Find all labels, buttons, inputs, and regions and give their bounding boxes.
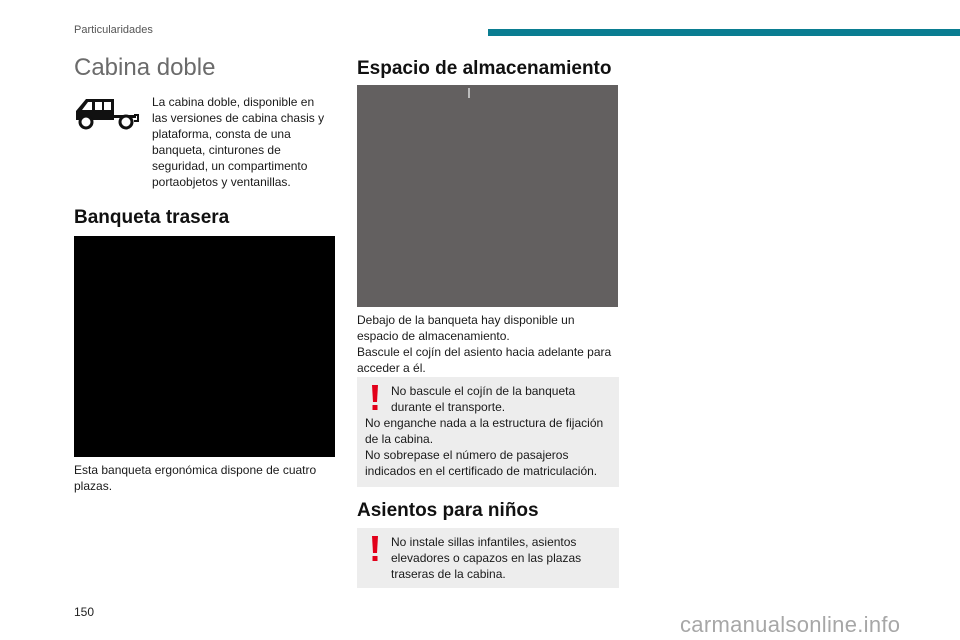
exclamation-icon: [371, 385, 379, 411]
rear-bench-description: Esta banqueta ergonómica dispone de cuatro plazas.: [74, 463, 317, 493]
header-accent-bar: [488, 29, 960, 36]
storage-description: [357, 312, 619, 376]
rear-bench-title: Banqueta trasera: [74, 207, 230, 228]
page-number: 150: [74, 605, 95, 619]
child-seats-title: Asientos para niños: [357, 500, 539, 521]
warning-line: No instale sillas infantiles, asientos elevadores o capazos en las plazas traseras de la cabina.: [365, 534, 611, 582]
cab-title: Cabina doble: [74, 54, 216, 81]
storage-title: Espacio de almacenamiento: [357, 58, 612, 79]
double-cab-truck-icon: [74, 96, 140, 130]
storage-image: [357, 85, 618, 307]
child-seats-warning-box: [357, 528, 619, 588]
warning-line: No sobrepase el número de pasajeros indicados en el certificado de matriculación.: [365, 448, 598, 478]
watermark: carmanualsonline.info: [680, 612, 901, 637]
cab-description: La cabina doble, disponible en las versiones de cabina chasis y plataforma, consta de una banqueta, cinturones de seguridad, un compartimento portaobjetos y ventanillas.: [152, 95, 325, 189]
storage-paragraph: Bascule el cojín del asiento hacia adelante para acceder a él.: [357, 345, 612, 375]
storage-warning-box: [357, 377, 619, 487]
storage-paragraph: Debajo de la banqueta hay disponible un espacio de almacenamiento.: [357, 313, 575, 343]
exclamation-icon: [371, 536, 379, 562]
warning-line: No enganche nada a la estructura de fijación de la cabina.: [365, 416, 604, 446]
warning-line: No bascule el cojín de la banqueta durante el transporte.: [365, 383, 611, 415]
rear-bench-image: [74, 236, 335, 457]
image-mark: [468, 88, 470, 98]
section-label: Particularidades: [74, 24, 153, 36]
